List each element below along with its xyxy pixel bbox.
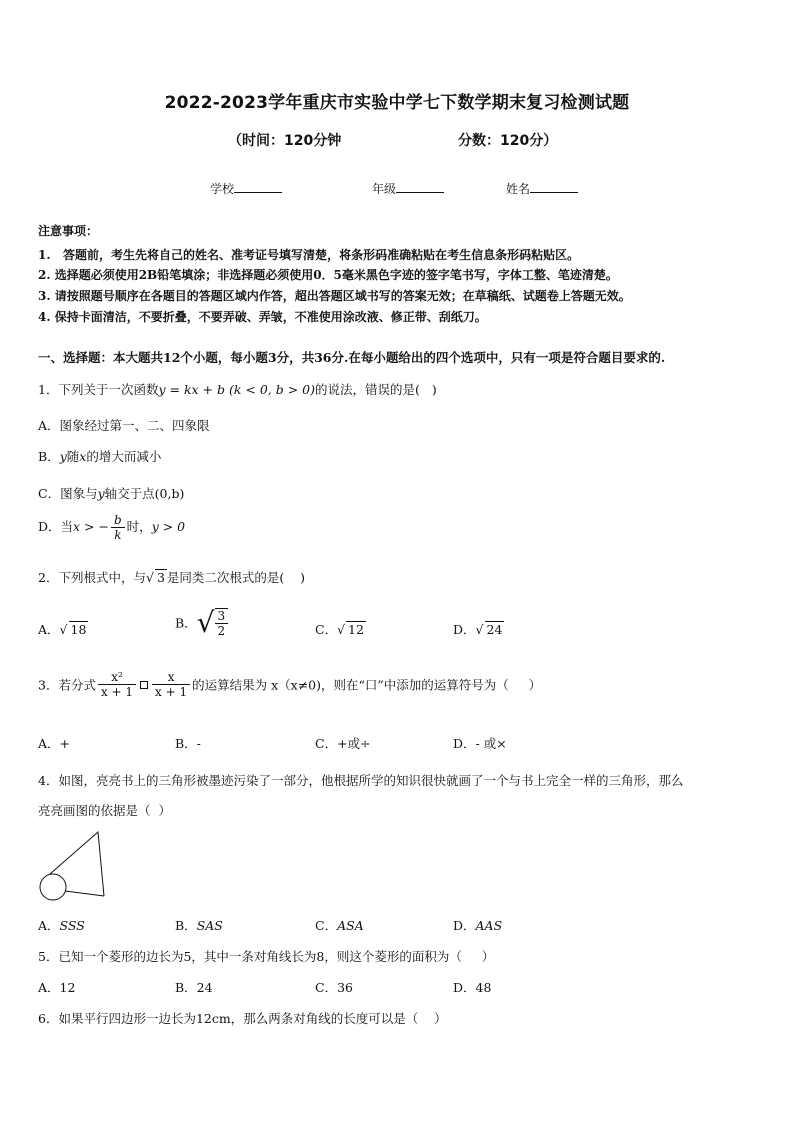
q4-option-c: [315, 916, 364, 934]
sqrt-icon: √: [475, 622, 484, 637]
q1-c-label: C．图象与: [38, 486, 98, 501]
sqrt-icon: √: [337, 622, 346, 637]
q1-option-c: [38, 484, 184, 502]
q1-b-post: 的增大而减小: [86, 449, 162, 464]
grade-field: [372, 180, 444, 197]
q1-d-label: D．当: [38, 519, 74, 534]
school-blank: [234, 181, 282, 193]
q3-f1-den: x + 1: [100, 685, 134, 699]
q3-f2-den: x + 1: [155, 685, 188, 699]
school-label: 学校: [210, 182, 235, 196]
question-3: [38, 670, 541, 699]
q4-option-d: [453, 916, 502, 934]
q1-option-a: A．图象经过第一、二、四象限: [38, 418, 210, 433]
q1-d-mid: 时，: [126, 519, 152, 534]
q1-condition: (k < 0, b > 0): [228, 382, 316, 397]
question-4-line-1: 4．如图，亮亮书上的三角形被墨迹污染了一部分，他根据所学的知识很快就画了一个与书上完全一样的三角形，那么: [38, 773, 684, 788]
q4-b-value: SAS: [196, 918, 223, 933]
ink-blot-circle: [40, 874, 66, 900]
exam-time: （时间：120分钟: [228, 133, 342, 149]
q3-option-b: B．-: [175, 736, 201, 751]
q3-option-a: A．+: [38, 736, 71, 751]
q4-a-label: A．: [38, 918, 60, 933]
q2-c-label: C．: [315, 622, 338, 637]
sqrt-icon: √: [196, 606, 215, 639]
q4-c-value: ASA: [337, 918, 364, 933]
q3-fraction-1: [98, 670, 136, 699]
blank-box-icon: [140, 681, 148, 689]
q1-stem-pre: 1．下列关于一次函数: [38, 382, 159, 397]
page-title: 2022-2023学年重庆市实验中学七下数学期末复习检测试题: [164, 93, 630, 113]
q5-option-d: D．48: [453, 980, 492, 995]
q3-fraction-2: [152, 670, 190, 699]
q1-d-x: x > −: [73, 519, 109, 534]
q1-b-y: y: [59, 449, 67, 464]
q5-option-b: B．24: [175, 980, 213, 995]
q1-option-d: [38, 513, 185, 542]
q2-c-radicand: 12: [348, 622, 364, 637]
q2-stem-post: 是同类二次根式的是( ): [166, 570, 306, 585]
q1-d-fraction: [111, 513, 125, 542]
question-4-line-2: 亮亮画图的依据是（ ）: [38, 803, 171, 818]
q1-c-y: y: [97, 486, 105, 501]
school-field: [210, 180, 282, 197]
q1-b-label: B．: [38, 449, 60, 464]
q3-stem-pre: 3．若分式: [38, 677, 96, 693]
sqrt-icon: √: [59, 622, 68, 637]
q2-stem-pre: 2．下列根式中，与: [38, 570, 146, 585]
q2-option-c: [315, 620, 366, 638]
q2-d-radicand: 24: [486, 622, 503, 637]
q1-d-post: y > 0: [151, 519, 186, 534]
q1-b-x: x: [79, 449, 87, 464]
grade-label: 年级: [372, 182, 397, 196]
q3-option-d: D．- 或×: [453, 736, 507, 751]
q2-b-num: 3: [215, 609, 229, 624]
note-item: 3. 请按照题号顺序在各题目的答题区域内作答，超出答题区域书写的答案无效；在草稿纸、试题卷上答题无效。: [38, 289, 631, 303]
exam-score: 分数：120分）: [458, 133, 558, 149]
question-1: [38, 380, 437, 398]
q3-f2-num: x: [152, 670, 190, 685]
name-field: [506, 180, 578, 197]
q1-option-b: [38, 447, 161, 465]
q5-option-a: A．12: [38, 980, 76, 995]
triangle-base: [65, 891, 104, 896]
q5-option-c: C．36: [315, 980, 353, 995]
q4-b-label: B．: [175, 918, 197, 933]
q2-b-fraction: [215, 608, 229, 638]
q1-formula: y = kx + b: [158, 382, 225, 397]
q2-radicand: 3: [156, 570, 165, 585]
q1-d-num: b: [111, 513, 125, 528]
note-item: 1. 答题前，考生先将自己的姓名、准考证号填写清楚，将条形码准确粘贴在考生信息条形码粘贴区。: [38, 248, 580, 262]
q1-c-point: (0,b): [154, 486, 185, 501]
q3-f1-num: x²: [98, 670, 136, 685]
q3-stem-post: 的运算结果为 x（x≠0)，则在“口”中添加的运算符号为（ ）: [192, 677, 542, 693]
q4-a-value: SSS: [59, 918, 85, 933]
q2-option-b: [175, 606, 230, 639]
q2-a-radicand: 18: [70, 622, 87, 637]
question-5: 5．已知一个菱形的边长为5，其中一条对角线长为8，则这个菱形的面积为（ ）: [38, 949, 495, 964]
q1-c-post: 轴交于点: [104, 486, 155, 501]
name-label: 姓名: [506, 182, 531, 196]
q2-d-label: D．: [453, 622, 476, 637]
q2-b-label: B．: [175, 615, 197, 631]
q2-option-d: [453, 620, 504, 638]
q4-d-label: D．: [453, 918, 476, 933]
q4-option-a: [38, 916, 85, 934]
q1-d-den: k: [114, 528, 122, 542]
note-item: 2. 选择题必须使用2B铅笔填涂；非选择题必须使用0．5毫米黑色字迹的签字笔书写，字体工整、笔迹清楚。: [38, 268, 618, 282]
grade-blank: [396, 181, 444, 193]
notes-title: 注意事项：: [38, 224, 99, 238]
ink-stained-triangle-figure: [36, 828, 108, 908]
sqrt-icon: √: [145, 570, 154, 585]
note-item: 4. 保持卡面清洁，不要折叠，不要弄破、弄皱，不准使用涂改液、修正带、刮纸刀。: [38, 310, 487, 324]
q4-d-value: AAS: [475, 918, 503, 933]
q2-b-den: 2: [217, 623, 226, 638]
question-2: [38, 568, 305, 586]
section-heading: 一、选择题：本大题共12个小题，每小题3分，共36分.在每小题给出的四个选项中，只有一项是符合题目要求的.: [38, 350, 666, 365]
q2-a-label: A．: [38, 622, 60, 637]
q3-option-c: C．+或÷: [315, 736, 371, 751]
q4-option-b: [175, 916, 223, 934]
question-6: 6．如果平行四边形一边长为12cm，那么两条对角线的长度可以是（ ）: [38, 1011, 447, 1026]
q4-c-label: C．: [315, 918, 338, 933]
q1-stem-post: 的说法，错误的是( ): [315, 382, 437, 397]
q1-b-mid: 随: [66, 449, 80, 464]
name-blank: [530, 181, 578, 193]
q2-option-a: [38, 620, 88, 638]
